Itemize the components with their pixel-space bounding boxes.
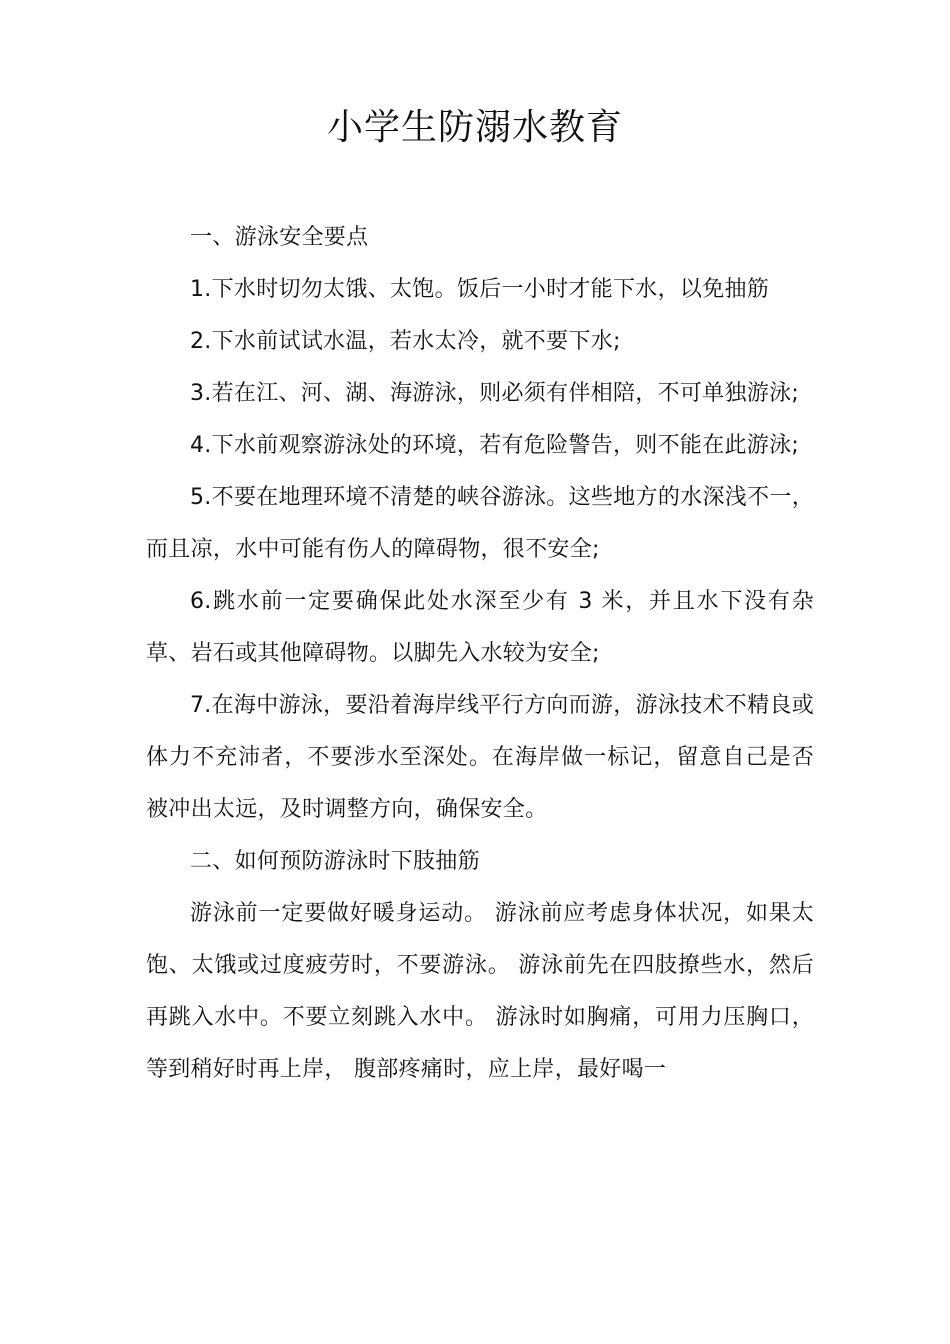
section-heading-cramp-prevention: 二、如何预防游泳时下肢抽筋 xyxy=(190,849,480,874)
paragraph-item-1: 1.下水时切勿太饿、太饱。饭后一小时才能下水，以免抽筋 xyxy=(190,277,770,302)
paragraph-item-5: 5.不要在地理环境不清楚的峡谷游泳。这些地方的水深浅不一，而且凉，水中可能有伤人的障碍物，很不安全; xyxy=(146,485,814,562)
document-body xyxy=(146,212,814,1096)
document-title: 小学生防溺水教育 xyxy=(326,107,623,148)
paragraph-item-2: 2.下水前试试水温，若水太冷，就不要下水; xyxy=(190,329,621,354)
paragraph-item-4: 4.下水前观察游泳处的环境，若有危险警告，则不能在此游泳; xyxy=(190,433,800,458)
paragraph-cramp-advice: 游泳前一定要做好暖身运动。 游泳前应考虑身体状况，如果太饱、太饿或过度疲劳时，不要游泳。 游泳前先在四肢撩些水，然后再跳入水中。不要立刻跳入水中。 游泳时如胸痛，可用力压胸口，等到稍好时再上岸， 腹部疼痛时，应上岸，最好喝一 xyxy=(146,901,814,1082)
paragraph-item-6: 6.跳水前一定要确保此处水深至少有 3 米，并且水下没有杂草、岩石或其他障碍物。以脚先入水较为安全; xyxy=(146,589,814,666)
paragraph-item-3: 3.若在江、河、湖、海游泳，则必须有伴相陪，不可单独游泳; xyxy=(190,381,800,406)
paragraph-item-7: 7.在海中游泳，要沿着海岸线平行方向而游，游泳技术不精良或体力不充沛者，不要涉水至深处。在海岸做一标记，留意自己是否被冲出太远，及时调整方向，确保安全。 xyxy=(146,693,814,822)
section-heading-swim-safety: 一、游泳安全要点 xyxy=(190,225,369,250)
